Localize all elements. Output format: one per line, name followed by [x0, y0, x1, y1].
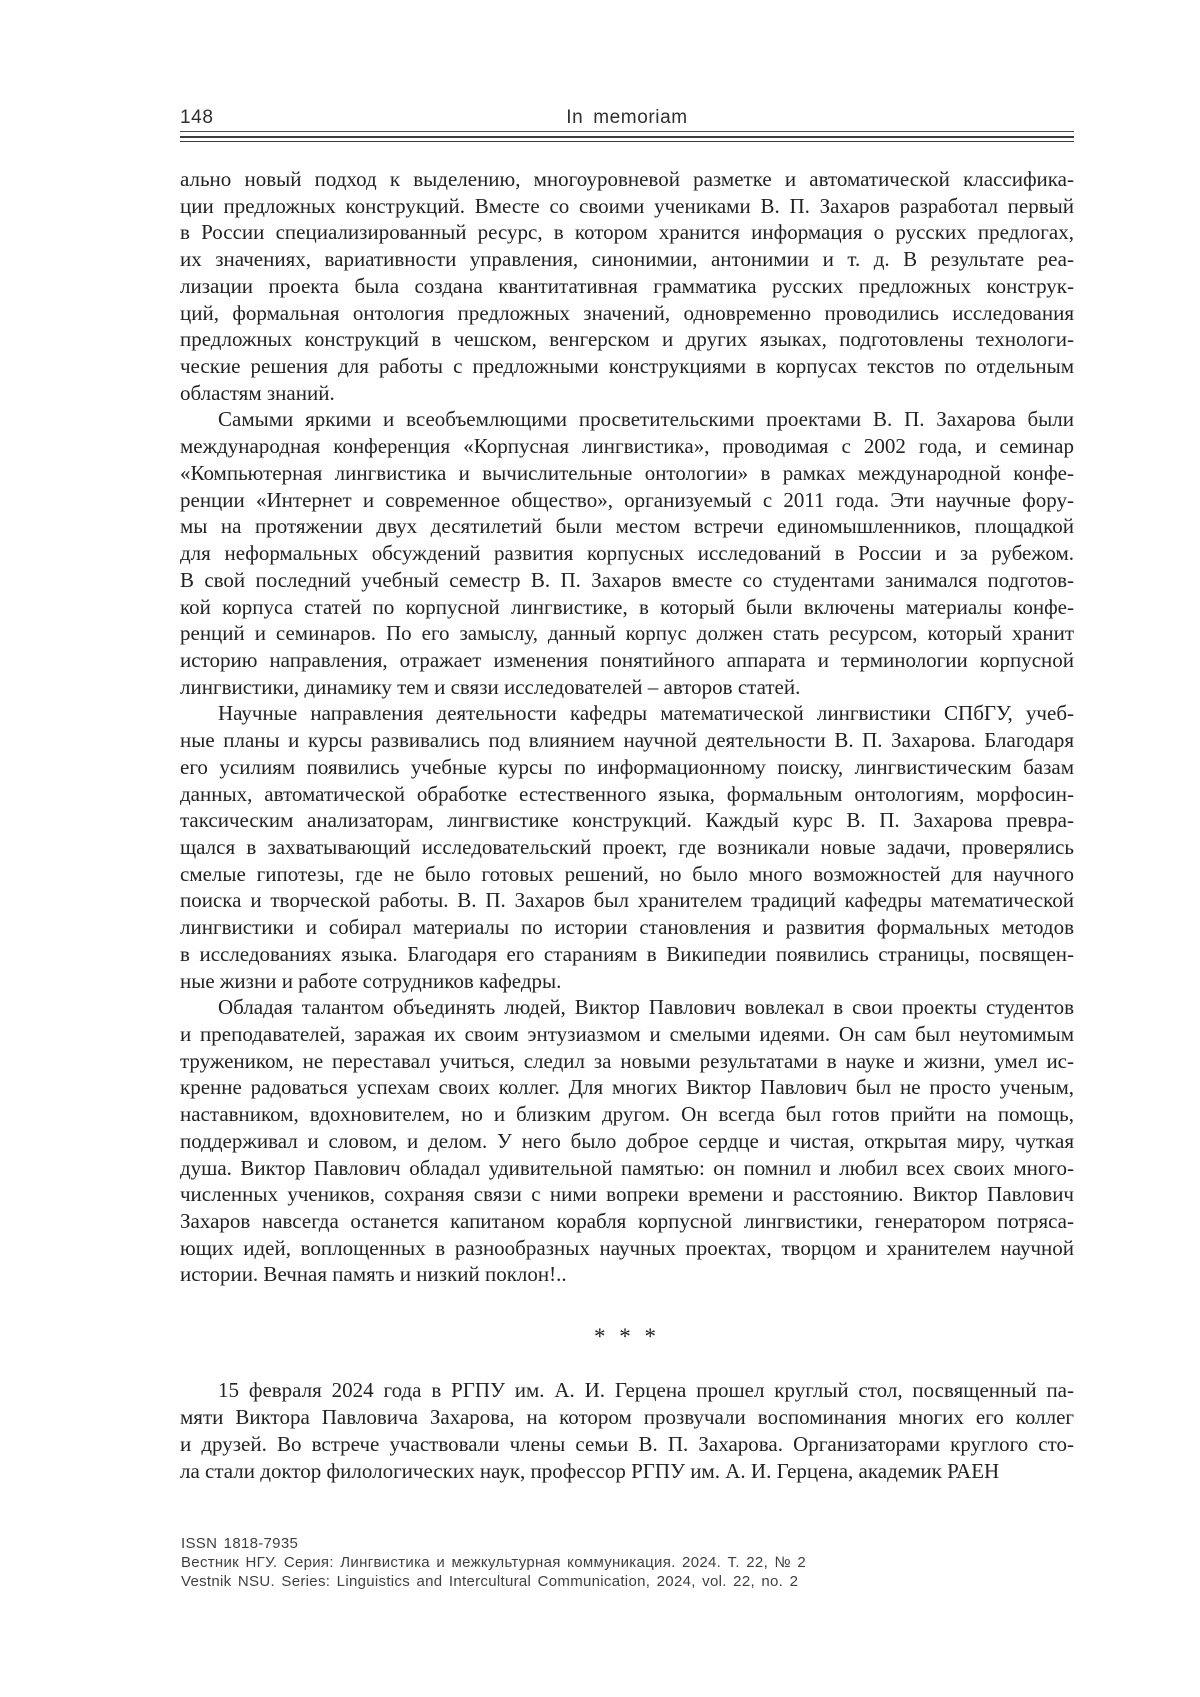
text-line: их значениях, вариативности управления, синонимии, антонимии и т. д. В результате реа-: [180, 247, 1074, 272]
text-line: ла стали доктор филологических наук, профессор РГПУ им. А. И. Герцена, академик РАЕН: [180, 1458, 1000, 1483]
text-line: ренций и семинаров. По его замыслу, данный корпус должен стать ресурсом, который хранит: [180, 621, 1074, 646]
text-line: ций, формальная онтология предложных значений, одновременно проводились исследования: [180, 300, 1074, 325]
text-line: ющих идей, воплощенных в разнообразных научных проектах, творцом и хранителем научной: [180, 1235, 1074, 1260]
citation-ru: Вестник НГУ. Серия: Лингвистика и межкультурная коммуникация. 2024. Т. 22, № 2: [181, 1554, 807, 1571]
text-line: международная конференция «Корпусная лингвистика», проводимая с 2002 года, и семинар: [180, 434, 1074, 459]
text-line: поиска и творческой работы. В. П. Захаров был хранителем традиций кафедры математической: [180, 888, 1074, 913]
text-line: 15 февраля 2024 года в РГПУ им. А. И. Герцена прошел круглый стол, посвященный па-: [218, 1378, 1074, 1402]
text-line: ально новый подход к выделению, многоуровневой разметке и автоматической классифика-: [180, 167, 1074, 191]
text-line: мы на протяжении двух десятилетий были местом встречи единомышленников, площадкой: [180, 514, 1074, 539]
text-line: ные планы и курсы развивались под влиянием научной деятельности В. П. Захарова. Благодаря: [180, 728, 1074, 753]
page-header: [180, 102, 1074, 132]
text-line: мяти Виктора Павловича Захарова, на котором прозвучали воспоминания многих его коллег: [180, 1404, 1074, 1429]
article-body: [180, 166, 1074, 1288]
text-line: и преподавателей, заражая их своим энтузиазмом и смелыми идеями. Он сам был неутомимым: [180, 1022, 1074, 1046]
text-line: в России специализированный ресурс, в котором хранится информация о русских предлогах,: [180, 220, 1074, 245]
text-line: ческие решения для работы с предложными конструкциями в корпусах текстов по отдельным: [180, 354, 1074, 379]
text-line: данных, автоматической обработке естественного языка, формальным онтологиям, морфосин-: [180, 781, 1074, 806]
text-line: Научные направления деятельности кафедры математической лингвистики СПбГУ, учеб-: [218, 701, 1074, 726]
text-line: кой корпуса статей по корпусной лингвистике, в который были включены материалы конфе-: [180, 594, 1074, 619]
running-head: In memoriam: [566, 107, 688, 128]
text-line: для неформальных обсуждений развития корпусных исследований в России и за рубежом.: [180, 541, 1074, 566]
text-line: ции предложных конструкций. Вместе со своими учениками В. П. Захаров разработал первый: [180, 193, 1074, 218]
section-separator: * * *: [594, 1324, 660, 1349]
text-line: в исследованиях языка. Благодаря его стараниям в Википедии появились страницы, посвящен-: [180, 941, 1074, 966]
text-line: ные жизни и работе сотрудников кафедры.: [180, 968, 562, 993]
text-line: Обладая талантом объединять людей, Виктор Павлович вовлекал в свои проекты студентов: [218, 995, 1074, 1020]
paragraph: [180, 700, 1074, 994]
paragraph: [180, 406, 1074, 700]
text-line: историю направления, отражает изменения понятийного аппарата и терминологии корпусной: [180, 647, 1074, 672]
text-line: кренне радоваться успехам своих коллег. Для многих Виктор Павлович был не просто ученым,: [180, 1075, 1074, 1100]
text-line: щался в захватывающий исследовательский проект, где возникали новые задачи, проверялись: [180, 834, 1074, 859]
page-number: 148: [180, 107, 214, 128]
paragraph: [180, 1377, 1074, 1485]
text-line: и друзей. Во встрече участвовали члены семьи В. П. Захарова. Организаторами круглого сто-: [180, 1431, 1074, 1456]
header-double-rule: [180, 136, 1074, 142]
text-line: поддерживал и словом, и делом. У него было доброе сердце и чистая, открытая миру, чуткая: [180, 1128, 1074, 1153]
text-line: душа. Виктор Павлович обладал удивительной памятью: он помнил и любил всех своих много-: [180, 1155, 1074, 1180]
text-line: лингвистики, динамику тем и связи исследователей – авторов статей.: [180, 674, 801, 699]
page-footer: [181, 1534, 1081, 1591]
text-line: численных учеников, сохраняя связи с ними вопреки времени и расстоянию. Виктор Павлович: [180, 1182, 1074, 1207]
citation-en: Vestnik NSU. Series: Linguistics and Intercultural Communication, 2024, vol. 22, no. 2: [181, 1573, 799, 1590]
text-line: Самыми яркими и всеобъемлющими просветительскими проектами В. П. Захарова были: [218, 407, 1074, 432]
text-line: лизации проекта была создана квантитативная грамматика русских предложных конструк-: [180, 273, 1074, 298]
text-line: наставником, вдохновителем, но и близким другом. Он всегда был готов прийти на помощь,: [180, 1102, 1074, 1127]
text-line: истории. Вечная память и низкий поклон!..: [180, 1262, 567, 1287]
text-line: предложных конструкций в чешском, венгерском и других языках, подготовлены технологи-: [180, 327, 1074, 352]
text-line: его усилиям появились учебные курсы по информационному поиску, лингвистическим базам: [180, 754, 1074, 779]
text-line: областям знаний.: [180, 380, 335, 405]
text-line: таксическим анализаторам, лингвистике конструкций. Каждый курс В. П. Захарова превра-: [180, 808, 1074, 833]
text-line: ренции «Интернет и современное общество», организуемый с 2011 года. Эти научные фору-: [180, 487, 1074, 512]
issn-line: ISSN 1818-7935: [181, 1535, 299, 1552]
closing-paragraph: [180, 1377, 1074, 1485]
paragraph: [180, 994, 1074, 1288]
text-line: Захаров навсегда останется капитаном корабля корпусной лингвистики, генератором потряса-: [180, 1209, 1074, 1234]
text-line: «Компьютерная лингвистика и вычислительные онтологии» в рамках международной конфе-: [180, 460, 1074, 485]
text-line: лингвистики и собирал материалы по истории становления и развития формальных методов: [180, 915, 1074, 940]
paragraph: [180, 166, 1074, 406]
text-line: тружеником, не переставал учиться, следил за новыми результатами в науке и жизни, умел ис-: [180, 1048, 1074, 1073]
text-line: В свой последний учебный семестр В. П. Захаров вместе со студентами занимался подготов-: [180, 567, 1074, 592]
text-line: смелые гипотезы, где не было готовых решений, но было много возможностей для научного: [180, 861, 1074, 886]
